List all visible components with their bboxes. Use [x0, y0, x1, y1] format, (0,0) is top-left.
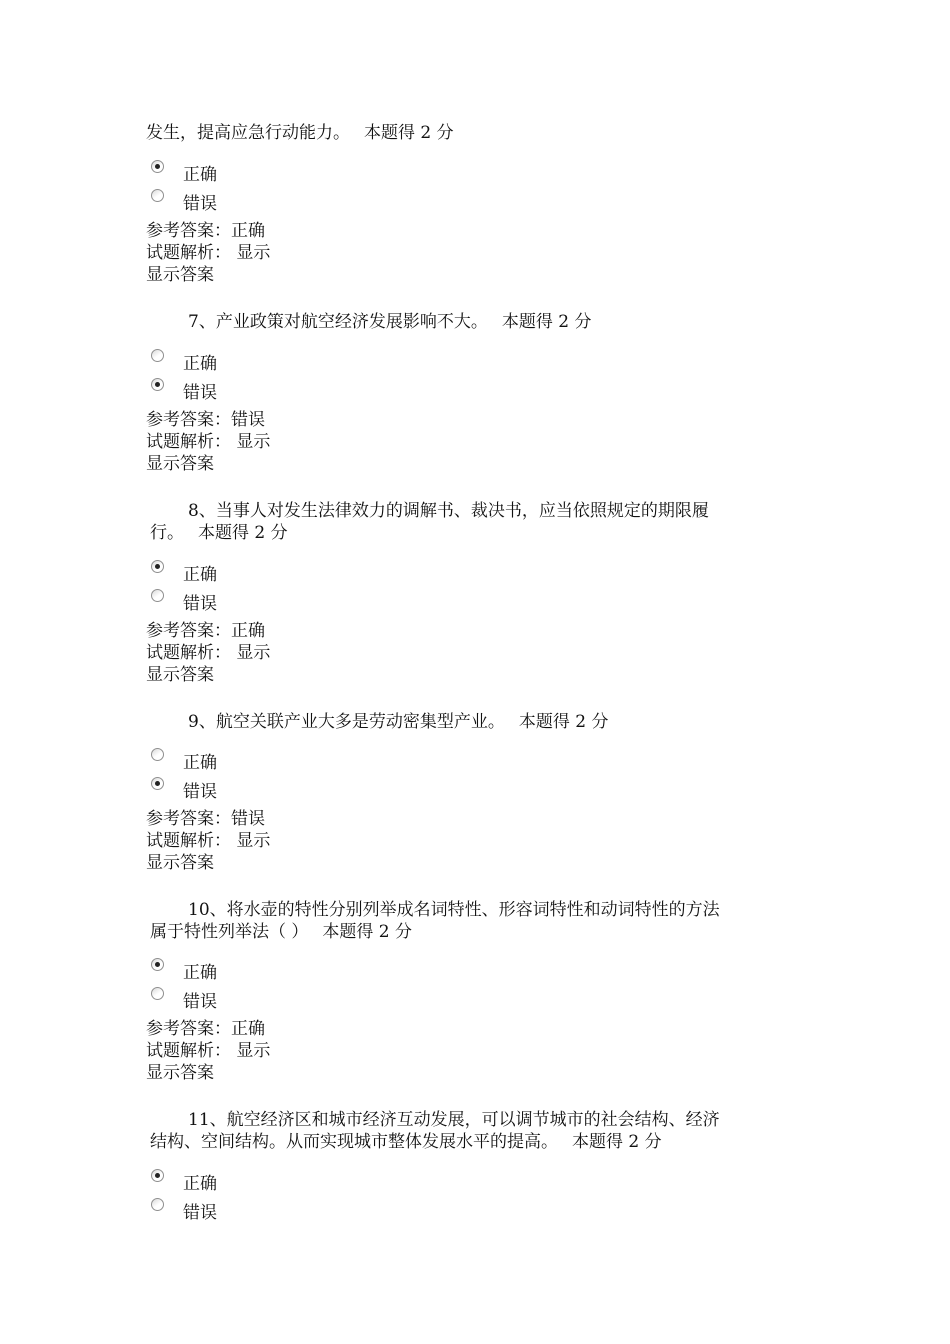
question-text: 10、将水壶的特性分别列举成名词特性、形容词特性和动词特性的方法 [188, 900, 720, 920]
radio-selected-icon[interactable] [151, 160, 164, 173]
reference-answer: 参考答案：错误 [146, 410, 265, 430]
question-score: 本题得 2 分 [322, 922, 413, 942]
analysis-toggle[interactable]: 试题解析： 显示 [146, 1041, 271, 1061]
show-answer-link[interactable]: 显示答案 [146, 265, 214, 285]
question-text-continued: 行。 本题得 2 分 [150, 523, 288, 543]
radio-selected-icon[interactable] [151, 1169, 164, 1182]
question-text-continued: 属于特性列举法（ ） 本题得 2 分 [150, 922, 413, 942]
radio-unselected-icon[interactable] [151, 1198, 164, 1211]
exam-page: 发生，提高应急行动能力。 本题得 2 分 正确 错误 参考答案：正确 试题解析： 显示 显示答案 7、产业政策对航空经济发展影响不大。 本题得 2 分 正确 错误 参考答案：错误 试题解析： 显示 显示答案 8、当事人对发生法律效力的调解书、裁决书，应当依照规定的期限履 行。 本题得 2 分 正确 错误 参考答案：正确 试题解析： 显示 显示答案 9、航空关联产业大多是劳动密集型产业。 本题得 2 分 正确 错误 参考答案：错误 试题解析： 显示 显示答案 10、将水壶的特性分别列举成名词特性、形容词特性和动词特性的方法 属于特性列举法（ ） 本题得 2 分 正确 错误 参考答案：正确 试题解析： 显示 显示答案 11、航空经济区和城市经济互动发展，可以调节城市的社会结构、经济 结构、空间结构。从而实现城市整体发展水平的提高。 本题得 2 分 正确 错误 [146, 123, 720, 1223]
show-answer-link[interactable]: 显示答案 [146, 454, 214, 474]
question-score: 本题得 2 分 [518, 712, 609, 732]
question-text: 11、航空经济区和城市经济互动发展，可以调节城市的社会结构、经济 [188, 1110, 720, 1130]
show-answer-link[interactable]: 显示答案 [146, 1063, 214, 1083]
question-score: 本题得 2 分 [501, 312, 592, 332]
reference-answer: 参考答案：错误 [146, 809, 265, 829]
analysis-toggle[interactable]: 试题解析： 显示 [146, 643, 271, 663]
question-score: 本题得 2 分 [198, 523, 288, 543]
analysis-toggle[interactable]: 试题解析： 显示 [146, 831, 271, 851]
question-text: 7、产业政策对航空经济发展影响不大。 本题得 2 分 [188, 312, 592, 332]
reference-answer: 参考答案：正确 [146, 621, 265, 641]
radio-unselected-icon[interactable] [151, 189, 164, 202]
question-text: 8、当事人对发生法律效力的调解书、裁决书，应当依照规定的期限履 [188, 501, 709, 521]
radio-selected-icon[interactable] [151, 777, 164, 790]
show-answer-link[interactable]: 显示答案 [146, 853, 214, 873]
analysis-toggle[interactable]: 试题解析： 显示 [146, 432, 271, 452]
radio-selected-icon[interactable] [151, 958, 164, 971]
radio-unselected-icon[interactable] [151, 987, 164, 1000]
reference-answer: 参考答案：正确 [146, 221, 265, 241]
question-score: 本题得 2 分 [572, 1132, 662, 1152]
question-text: 发生，提高应急行动能力。 本题得 2 分 [146, 123, 454, 143]
question-text-continued: 结构、空间结构。从而实现城市整体发展水平的提高。 本题得 2 分 [150, 1132, 662, 1152]
reference-answer: 参考答案：正确 [146, 1019, 265, 1039]
show-answer-link[interactable]: 显示答案 [146, 665, 214, 685]
radio-selected-icon[interactable] [151, 560, 164, 573]
question-text: 9、航空关联产业大多是劳动密集型产业。 本题得 2 分 [188, 712, 609, 732]
radio-selected-icon[interactable] [151, 378, 164, 391]
radio-unselected-icon[interactable] [151, 748, 164, 761]
analysis-toggle[interactable]: 试题解析： 显示 [146, 243, 271, 263]
question-score: 本题得 2 分 [364, 123, 454, 143]
radio-unselected-icon[interactable] [151, 589, 164, 602]
radio-unselected-icon[interactable] [151, 349, 164, 362]
